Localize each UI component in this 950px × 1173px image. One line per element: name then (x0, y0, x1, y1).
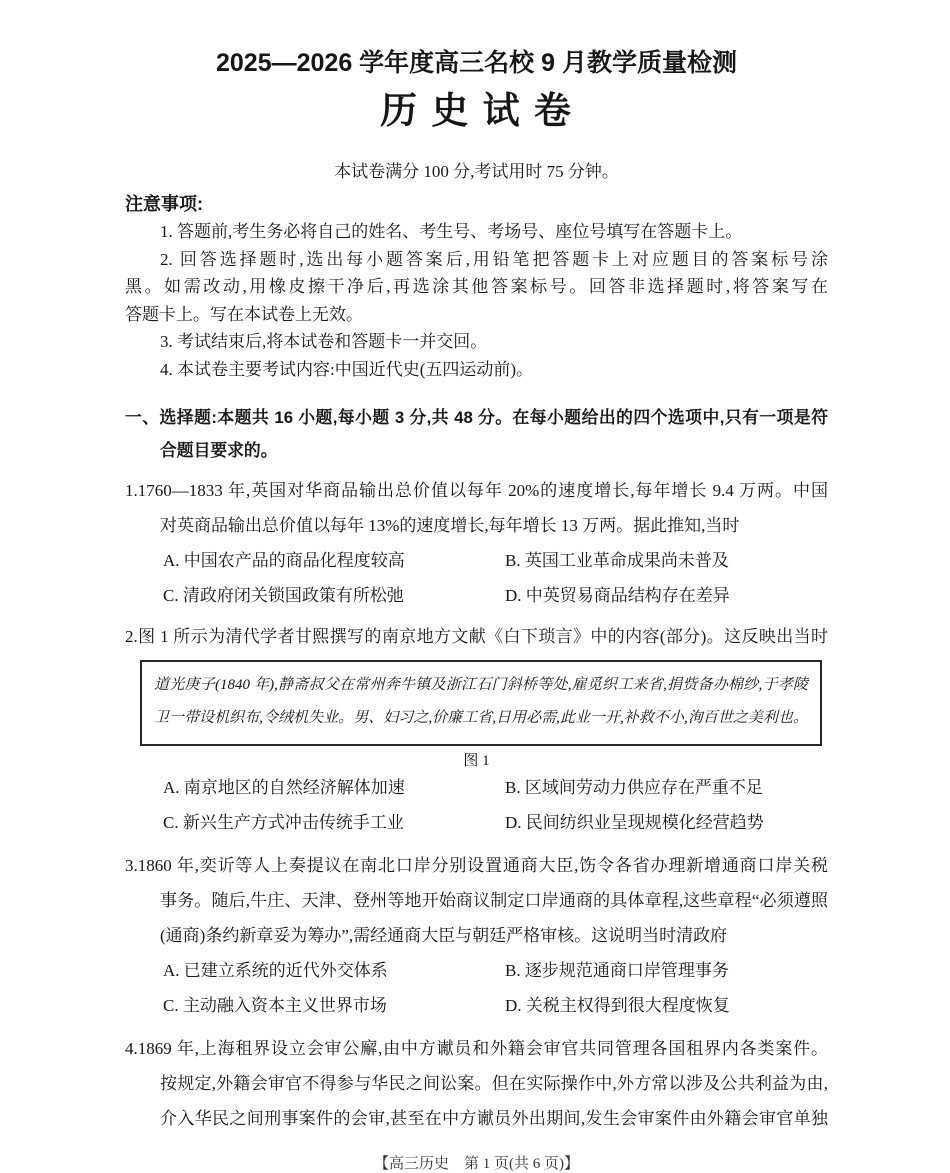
exam-subject-title: 历 史 试 卷 (380, 90, 573, 132)
question-4-line-1: 4.1869 年,上海租界设立会审公廨,由中方谳员和外籍会审官共同管理各国租界内各类案件。 (125, 1039, 828, 1059)
page-footer: 【高三历史 第 1 页(共 6 页)】 (374, 1156, 579, 1173)
question-3-options (163, 953, 828, 1023)
question-3-option-c: C. 主动融入资本主义世界市场 (163, 996, 387, 1016)
quote-line-2: 卫一带设机织布,令绒机失业。男、妇习之,价廉工省,日用必需,此业一开,补救不小,洵百世之美利也。 (154, 710, 808, 727)
question-3-line-3: (通商)条约新章妥为筹办”,需经通商大臣与朝廷严格审核。这说明当时清政府 (160, 926, 728, 946)
question-1-option-d: D. 中英贸易商品结构存在差异 (505, 586, 730, 606)
question-1-option-c: C. 清政府闭关锁国政策有所松弛 (163, 586, 404, 606)
question-1-option-a: A. 中国农产品的商品化程度较高 (163, 551, 405, 571)
question-2-source-quote-box (140, 660, 822, 746)
question-2-option-d: D. 民间纺织业呈现规模化经营趋势 (505, 813, 764, 833)
question-2-option-b: B. 区域间劳动力供应存在严重不足 (505, 778, 763, 798)
notice-item-4: 4. 本试卷主要考试内容:中国近代史(五四运动前)。 (160, 359, 534, 379)
question-3-option-b: B. 逐步规范通商口岸管理事务 (505, 961, 729, 981)
question-2-line-1: 2.图 1 所示为清代学者甘熙撰写的南京地方文献《白下琐言》中的内容(部分)。这反映出当时 (125, 627, 828, 647)
question-1-options (163, 543, 828, 613)
notice-item-2-line-2: 黑。如需改动,用橡皮擦干净后,再选涂其他答案标号。回答非选择题时,将答案写在 (125, 277, 828, 297)
exam-info-line: 本试卷满分 100 分,考试用时 75 分钟。 (334, 162, 619, 182)
section-header-line-2: 合题目要求的。 (160, 441, 278, 461)
question-2-option-a: A. 南京地区的自然经济解体加速 (163, 778, 405, 798)
question-4-line-3: 介入华民之间刑事案件的会审,甚至在中方谳员外出期间,发生会审案件由外籍会审官单独 (160, 1109, 828, 1129)
notice-section (125, 218, 828, 383)
exam-session-title: 2025—2026 学年度高三名校 9 月教学质量检测 (216, 49, 737, 77)
section-header-line-1: 一、选择题:本题共 16 小题,每小题 3 分,共 48 分。在每小题给出的四个选项中,只有一项是符 (125, 408, 828, 428)
question-1-option-b: B. 英国工业革命成果尚未普及 (505, 551, 729, 571)
question-1-line-1: 1.1760—1833 年,英国对华商品输出总价值以每年 20%的速度增长,每年增长 9.4 万两。中国 (125, 481, 828, 501)
question-1 (125, 473, 828, 613)
section-header-multiple-choice (125, 401, 828, 467)
question-1-line-2: 对英商品输出总价值以每年 13%的速度增长,每年增长 13 万两。据此推知,当时 (160, 516, 740, 536)
question-2-option-c: C. 新兴生产方式冲击传统手工业 (163, 813, 404, 833)
question-2-options (163, 770, 828, 840)
question-3-option-d: D. 关税主权得到很大程度恢复 (505, 996, 730, 1016)
notice-item-1: 1. 答题前,考生务必将自己的姓名、考生号、考场号、座位号填写在答题卡上。 (160, 222, 743, 242)
figure-1-caption: 图 1 (463, 753, 490, 770)
question-3-line-2: 事务。随后,牛庄、天津、登州等地开始商议制定口岸通商的具体章程,这些章程“必须遵照 (160, 891, 828, 911)
notice-heading: 注意事项: (125, 194, 203, 215)
question-2 (125, 619, 828, 840)
quote-line-1: 道光庚子(1840 年),静斋叔父在常州奔牛镇及浙江石门斜桥等处,雇觅织工来省,捐赀备办棉纱,于孝陵 (154, 677, 808, 694)
notice-item-3: 3. 考试结束后,将本试卷和答题卡一并交回。 (160, 332, 488, 352)
question-4-line-2: 按规定,外籍会审官不得参与华民之间讼案。但在实际操作中,外方常以涉及公共利益为由, (160, 1074, 828, 1094)
question-4 (125, 1031, 828, 1136)
question-3 (125, 848, 828, 1023)
question-3-option-a: A. 已建立系统的近代外交体系 (163, 961, 388, 981)
notice-item-2-line-1: 2. 回答选择题时,选出每小题答案后,用铅笔把答题卡上对应题目的答案标号涂 (160, 249, 828, 269)
question-3-line-1: 3.1860 年,奕䜣等人上奏提议在南北口岸分别设置通商大臣,饬令各省办理新增通商口岸关税 (125, 856, 828, 876)
notice-item-2-line-3: 答题卡上。写在本试卷上无效。 (125, 304, 363, 324)
